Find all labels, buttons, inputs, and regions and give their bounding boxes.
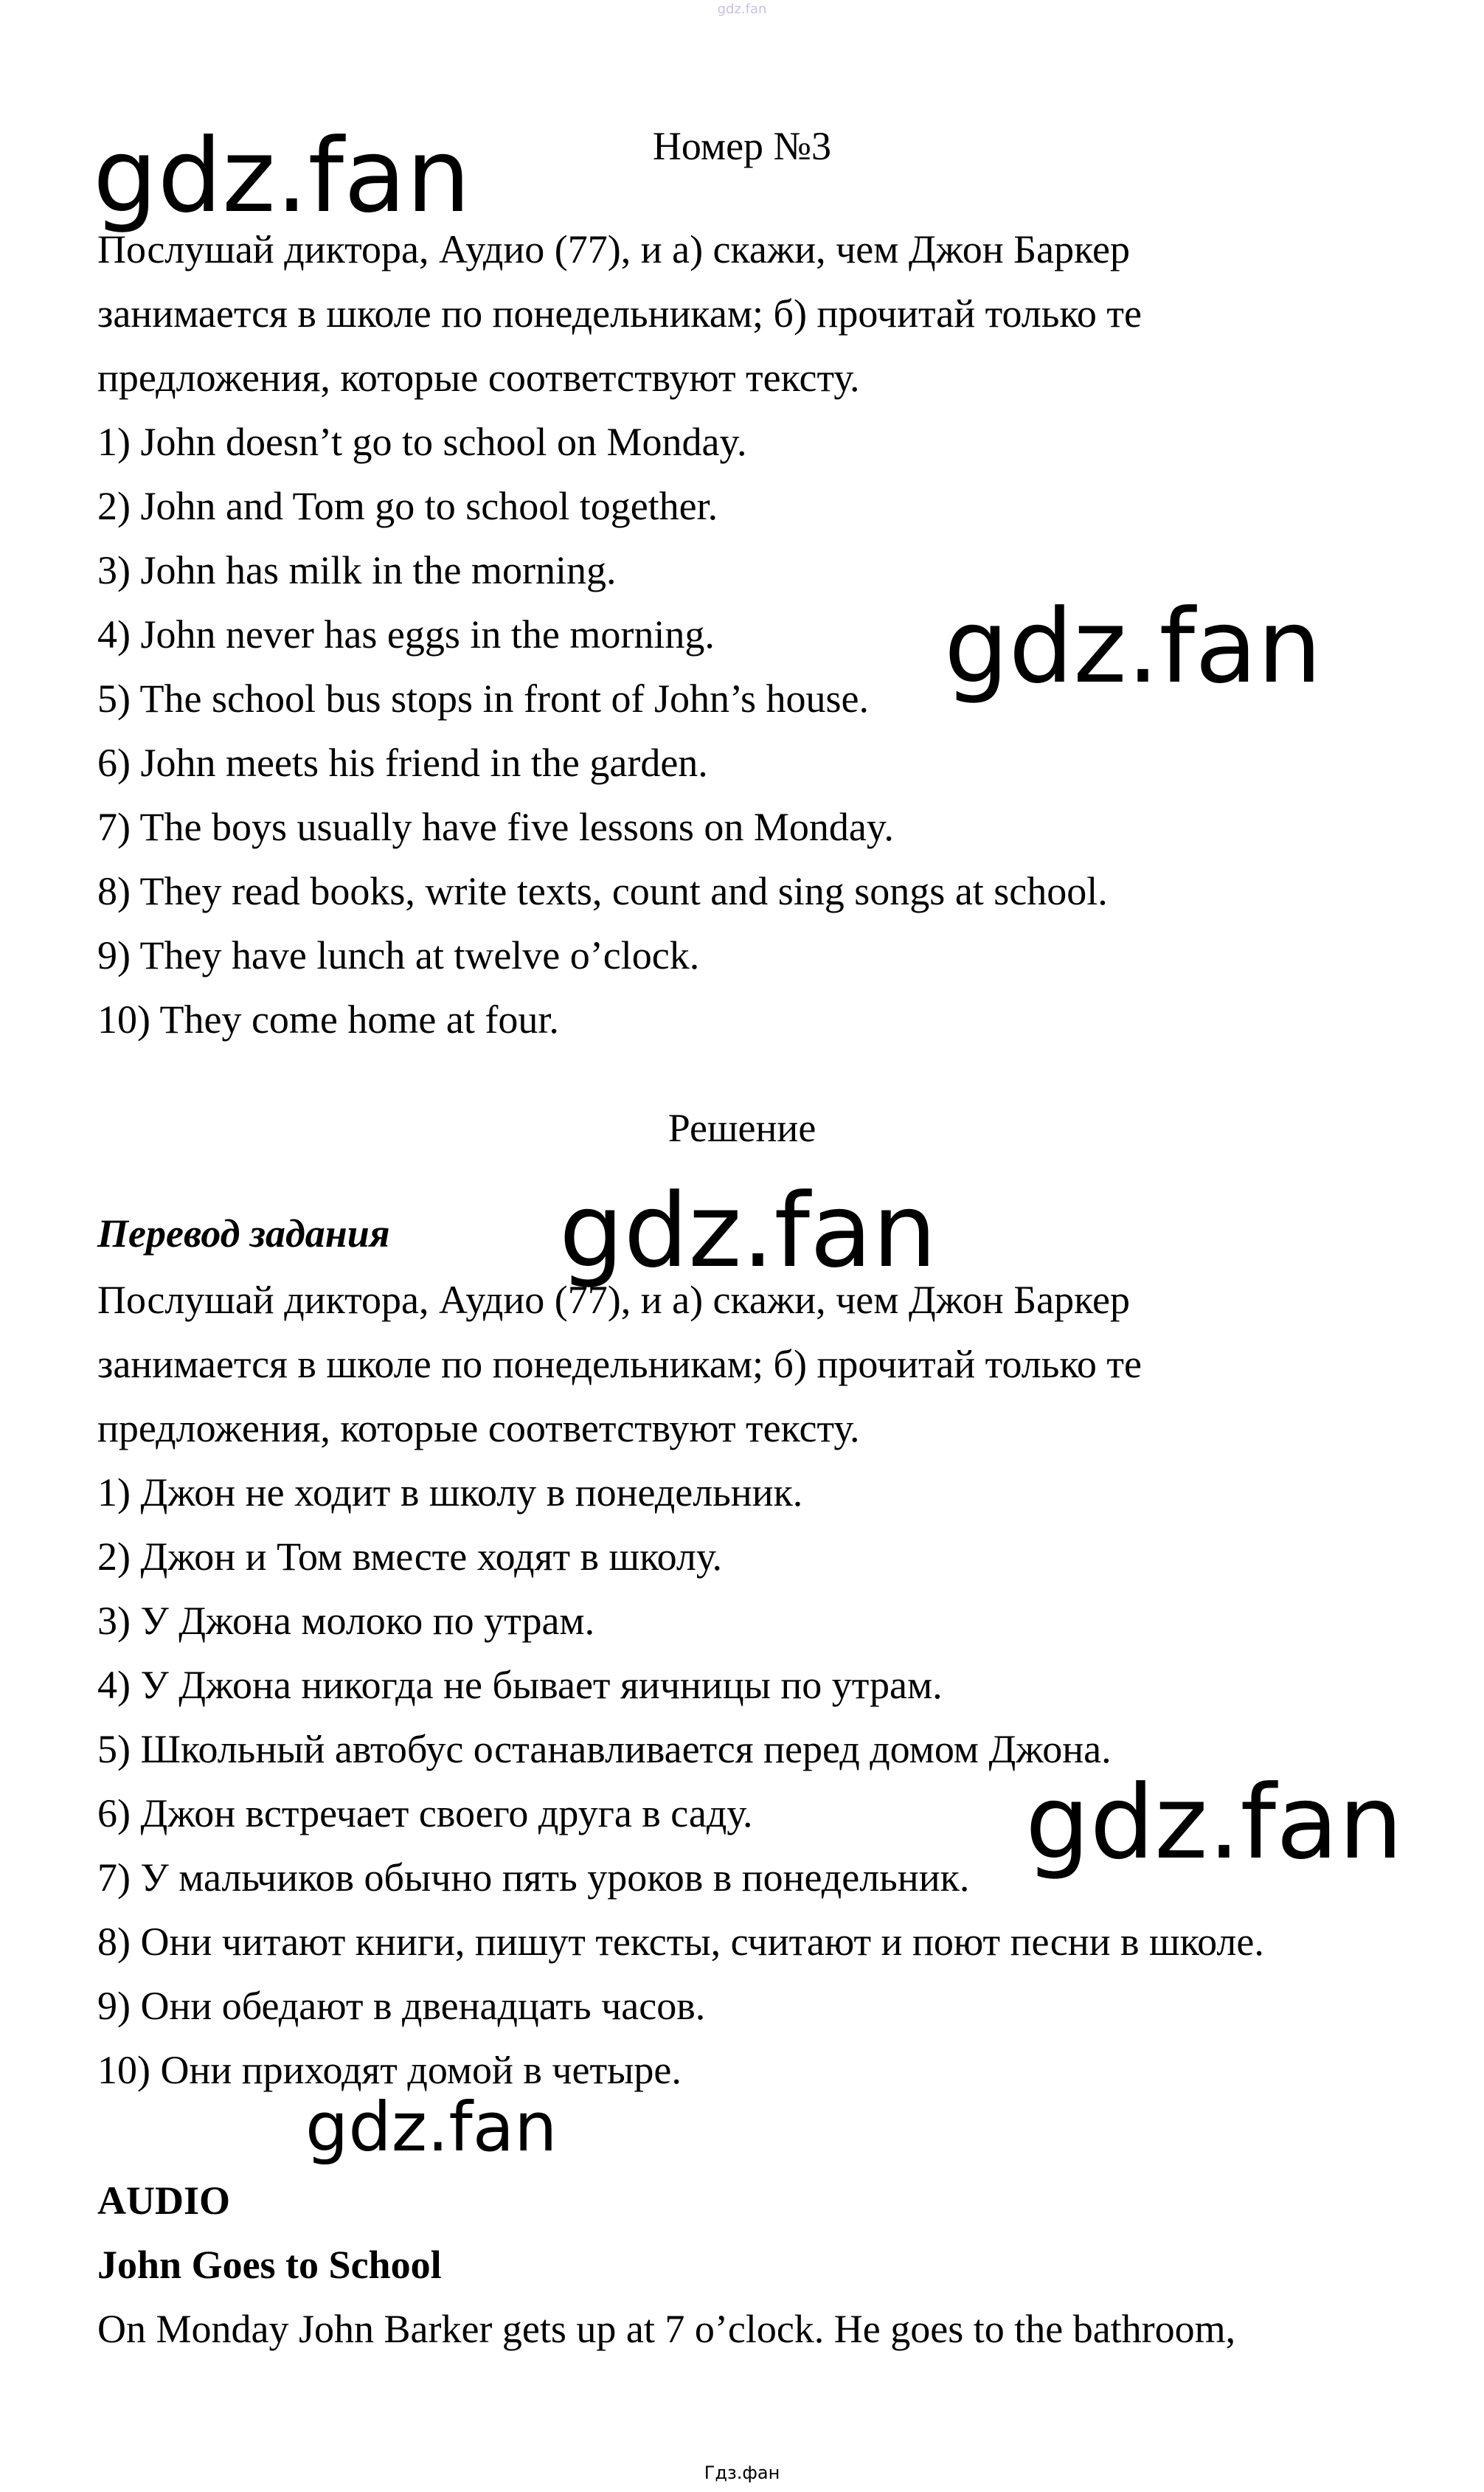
translation-intro-line-1: Послушай диктора, Аудио (77), и а) скажи, чем Джон Баркер (97, 1278, 1130, 1322)
audio-title: John Goes to School (97, 2243, 442, 2287)
audio-label: AUDIO (97, 2178, 231, 2223)
translation-sentence: 10) Они приходят домой в четыре. (97, 2048, 682, 2092)
task-sentence: 10) They come home at four. (97, 997, 559, 1042)
task-sentence: 8) They read books, write texts, count and sing songs at school. (97, 869, 1108, 913)
translation-intro-line-3: предложения, которые соответствуют тексту. (97, 1406, 860, 1450)
translation-sentence: 1) Джон не ходит в школу в понедельник. (97, 1470, 803, 1515)
watermark: gdz.fan (305, 2088, 558, 2167)
translation-sentence: 4) У Джона никогда не бывает яичницы по утрам. (97, 1663, 943, 1707)
task-sentence: 4) John never has eggs in the morning. (97, 612, 715, 657)
top-small-watermark: gdz.fan (717, 1, 767, 17)
translation-sentence: 3) У Джона молоко по утрам. (97, 1599, 595, 1643)
translation-sentence: 9) Они обедают в двенадцать часов. (97, 1984, 706, 2028)
task-intro-line-3: предложения, которые соответствуют тексту. (97, 356, 860, 400)
translation-heading: Перевод задания (97, 1211, 390, 1256)
translation-intro-line-2: занимается в школе по понедельникам; б) прочитай только те (97, 1342, 1142, 1386)
solution-heading: Решение (668, 1106, 816, 1150)
translation-sentence: 6) Джон встречает своего друга в саду. (97, 1791, 753, 1835)
task-intro-line-1: Послушай диктора, Аудио (77), и а) скажи, чем Джон Баркер (97, 227, 1130, 271)
translation-sentence: 5) Школьный автобус останавливается перед домом Джона. (97, 1727, 1112, 1771)
watermark: gdz.fan (559, 1171, 937, 1290)
watermark: gdz.fan (944, 587, 1322, 706)
task-sentence: 2) John and Tom go to school together. (97, 484, 718, 528)
translation-sentence: 7) У мальчиков обычно пять уроков в понедельник. (97, 1855, 970, 1900)
footer-site-label: Гдз.фан (704, 2462, 780, 2483)
translation-sentence: 2) Джон и Том вместе ходят в школу. (97, 1534, 722, 1579)
task-sentence: 3) John has milk in the morning. (97, 548, 617, 592)
translation-sentence: 8) Они читают книги, пишут тексты, считают и поют песни в школе. (97, 1920, 1264, 1964)
exercise-title: Номер №3 (652, 124, 832, 168)
task-sentence: 5) The school bus stops in front of John’s house. (97, 676, 869, 721)
task-sentence: 1) John doesn’t go to school on Monday. (97, 420, 747, 464)
task-sentence: 7) The boys usually have five lessons on Monday. (97, 805, 894, 849)
watermark: gdz.fan (93, 117, 471, 235)
task-intro-line-2: занимается в школе по понедельникам; б) прочитай только те (97, 291, 1142, 336)
audio-text-line: On Monday John Barker gets up at 7 o’clock. He goes to the bathroom, (97, 2307, 1236, 2351)
task-sentence: 6) John meets his friend in the garden. (97, 741, 708, 785)
task-sentence: 9) They have lunch at twelve o’clock. (97, 933, 700, 977)
watermark: gdz.fan (1025, 1763, 1404, 1882)
